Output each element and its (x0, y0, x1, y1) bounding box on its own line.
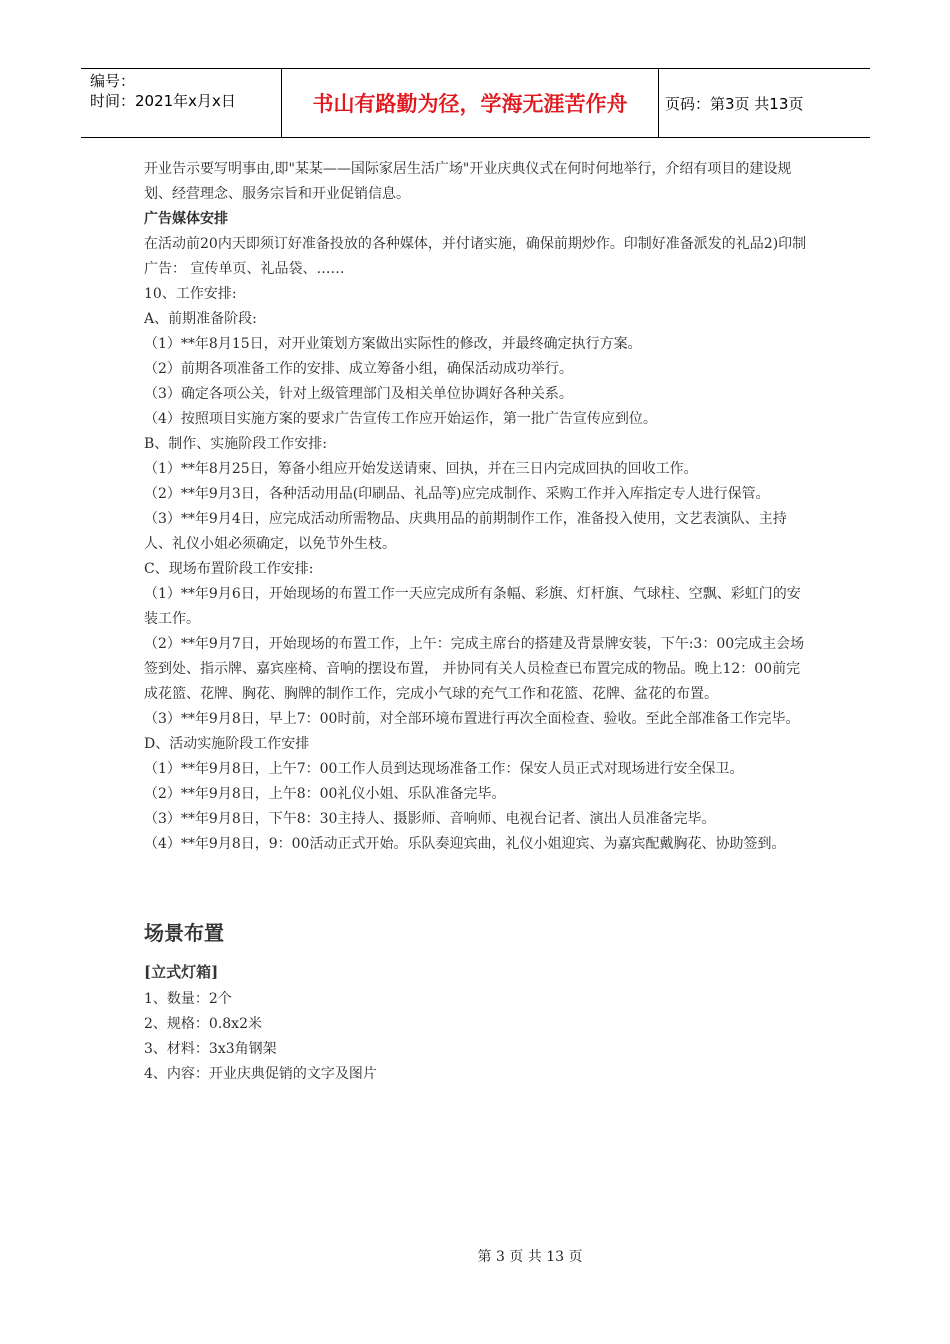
paragraph: 在活动前20内天即须订好准备投放的各种媒体，并付诸实施，确保前期炒作。印制好准备派发的礼品2)印制广告： 宣传单页、礼品袋、…… (144, 236, 807, 277)
list-item: （3）**年9月4日，应完成活动所需物品、庆典用品的前期制作工作，准备投入使用，文艺表演队、主持人、礼仪小姐必须确定，以免节外生枝。 (144, 511, 787, 552)
list-item: （1）**年8月15日，对开业策划方案做出实际性的修改，并最终确定执行方案。 (144, 336, 642, 352)
phase-heading-b: B、制作、实施阶段工作安排: (144, 436, 328, 452)
list-item: （2）**年9月3日，各种活动用品(印刷品、礼品等)应完成制作、采购工作并入库指定专人进行保管。 (144, 486, 770, 502)
list-item: （2）前期各项准备工作的安排、成立筹备小组，确保活动成功举行。 (144, 361, 573, 377)
doc-date-label: 时间：2021年x月x日 (90, 92, 236, 110)
scene-subtitle: [立式灯箱] (144, 963, 219, 981)
scene-section-title: 场景布置 (144, 921, 224, 945)
spec-item: 2、规格：0.8x2米 (144, 1016, 262, 1032)
section-heading-work-plan: 10、工作安排: (144, 286, 237, 302)
list-item: （4）**年9月8日，9：00活动正式开始。乐队奏迎宾曲，礼仪小姐迎宾、为嘉宾配戴胸花、协助签到。 (144, 836, 786, 852)
list-item: （2）**年9月8日，上午8：00礼仪小姐、乐队准备完毕。 (144, 786, 506, 802)
list-item: （2）**年9月7日，开始现场的布置工作，上午：完成主席台的搭建及背景牌安装，下午:3：00完成主会场签到处、指示牌、嘉宾座椅、音响的摆设布置， 并协同有关人员检查已布置完成的物品。晚上12：00前完成花篮、花牌、胸花、胸牌的制作工作，完成小气球的充气工作和花篮、花牌、盆花的布置。 (144, 636, 805, 702)
list-item: （3）确定各项公关，针对上级管理部门及相关单位协调好各种关系。 (144, 386, 573, 402)
spec-item: 3、材料：3x3角钢架 (144, 1041, 277, 1057)
page-footer: 第 3 页 共 13 页 (477, 1249, 583, 1265)
header-page-number: 页码：第3页 共13页 (665, 94, 804, 113)
document-body (144, 157, 810, 1087)
list-item: （1）**年9月8日，上午7：00工作人员到达现场准备工作：保安人员正式对现场进行安全保卫。 (144, 761, 744, 777)
doc-number-label: 编号： (90, 72, 136, 90)
section-heading-ad-media: 广告媒体安排 (144, 211, 228, 227)
spec-item: 1、数量：2个 (144, 991, 232, 1007)
page-header (81, 68, 870, 138)
spec-item: 4、内容：开业庆典促销的文字及图片 (144, 1066, 377, 1082)
phase-heading-d: D、活动实施阶段工作安排 (144, 736, 310, 752)
paragraph: 开业告示要写明事由,即"某某——国际家居生活广场"开业庆典仪式在何时何地举行，介绍有项目的建设规划、经营理念、服务宗旨和开业促销信息。 (144, 161, 792, 202)
list-item: （4）按照项目实施方案的要求广告宣传工作应开始运作，第一批广告宣传应到位。 (144, 411, 657, 427)
phase-heading-c: C、现场布置阶段工作安排: (144, 561, 314, 577)
header-meta (81, 69, 282, 137)
list-item: （1）**年9月6日，开始现场的布置工作一天应完成所有条幅、彩旗、灯杆旗、气球柱、空飘、彩虹门的安装工作。 (144, 586, 801, 627)
list-item: （3）**年9月8日，下午8：30主持人、摄影师、音响师、电视台记者、演出人员准备完毕。 (144, 811, 716, 827)
list-item: （1）**年8月25日，筹备小组应开始发送请柬、回执，并在三日内完成回执的回收工作。 (144, 461, 698, 477)
phase-heading-a: A、前期准备阶段: (144, 311, 257, 327)
list-item: （3）**年9月8日，早上7：00时前，对全部环境布置进行再次全面检查、验收。至此全部准备工作完毕。 (144, 711, 800, 727)
header-motto: 书山有路勤为径，学海无涯苦作舟 (282, 69, 659, 137)
